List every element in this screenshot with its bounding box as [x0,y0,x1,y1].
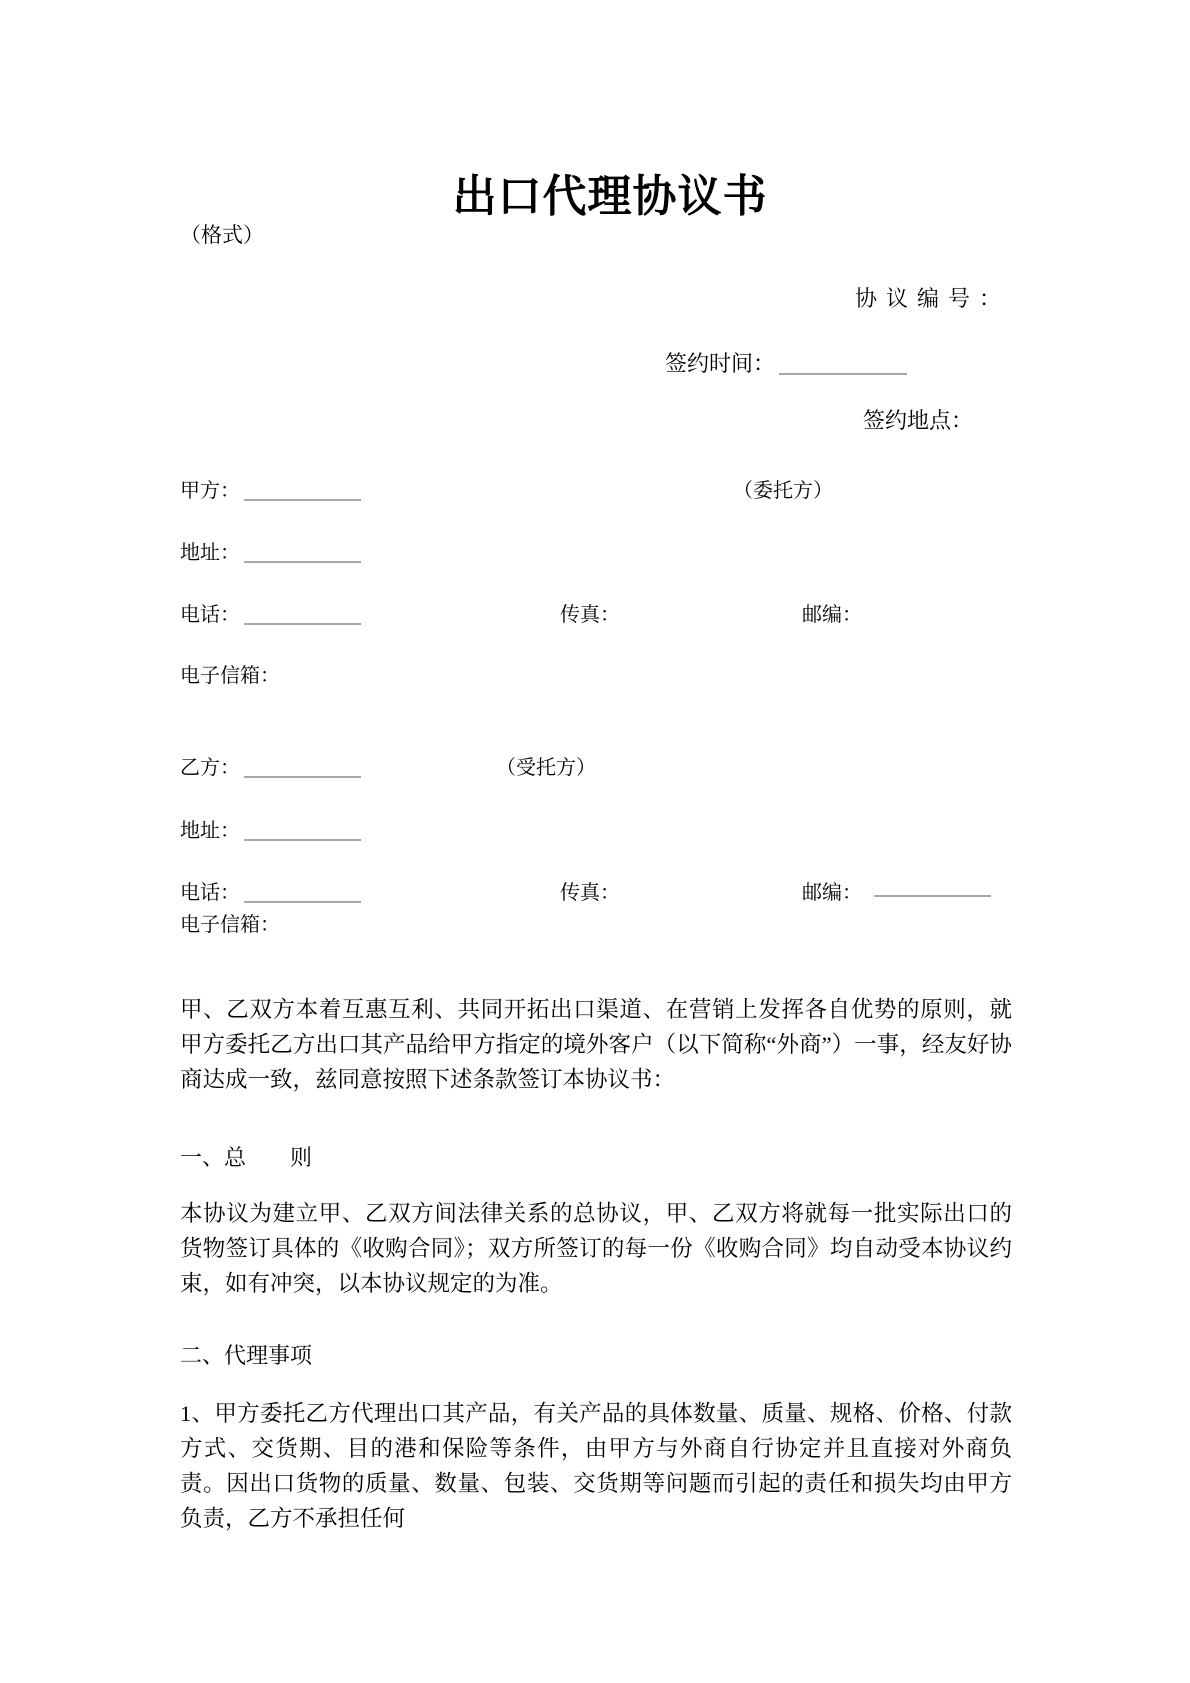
agreement-number-line [180,282,1010,313]
sign-date-blank [779,355,907,375]
party-a-phone-label: 电话： [180,604,240,626]
party-a-role-note: （委托方） [733,480,833,502]
section-2-body: 1、甲方委托乙方代理出口其产品，有关产品的具体数量、质量、规格、价格、付款方式、交货期、目的港和保险等条件，由甲方与外商自行协定并且直接对外商负责。因出口货物的质量、数量、包装、交货期等问题而引起的责任和损失均由甲方负责，乙方不承担任何 [180,1401,1012,1531]
party-b-phone-row [180,876,1010,904]
party-b-name-label: 乙方： [180,757,240,779]
party-a-address-label: 地址： [180,542,240,564]
party-b-zip-label: 邮编： [802,882,862,904]
party-b-role-note: （受托方） [496,757,596,779]
section-1-heading: 一、总 则 [180,1145,313,1170]
sign-date-label: 签约时间： [665,351,776,376]
party-b-phone-blank [244,883,361,903]
party-a-zip-label: 邮编： [802,604,862,626]
document-title: 出口代理协议书 [452,172,768,221]
party-a-phone-blank [244,605,361,625]
section-2-heading: 二、代理事项 [180,1343,313,1368]
preamble-paragraph: 甲、乙双方本着互惠互利、共同开拓出口渠道、在营销上发挥各自优势的原则，就甲方委托乙方出口其产品给甲方指定的境外客户（以下简称“外商”）一事，经友好协商达成一致，兹同意按照下述条款签订本协议书： [180,997,1012,1092]
party-b-email-row [180,908,1010,936]
party-b-zip-blank [874,877,991,897]
agreement-number-label: 协议编号： [854,286,1010,311]
sign-date-line [665,347,907,378]
party-a-address-blank [244,543,361,563]
party-a-name-row [180,474,1010,502]
party-b-phone-label: 电话： [180,882,240,904]
party-b-address-row [180,814,1010,842]
format-note: （格式） [180,223,264,247]
party-b-name-blank [244,758,361,778]
party-a-fax-label: 传真： [560,604,620,626]
party-b-name-row [180,751,1010,779]
party-a-phone-row [180,598,1010,626]
party-a-email-label: 电子信箱： [180,665,280,687]
sign-place-label: 签约地点： [862,408,973,433]
party-b-email-label: 电子信箱： [180,914,280,936]
party-b-address-label: 地址： [180,820,240,842]
party-b-fax-label: 传真： [560,882,620,904]
party-b-address-blank [244,821,361,841]
party-a-name-label: 甲方： [180,480,240,502]
section-1-body: 本协议为建立甲、乙双方间法律关系的总协议，甲、乙双方将就每一批实际出口的货物签订具体的《收购合同》；双方所签订的每一份《收购合同》均自动受本协议约束，如有冲突，以本协议规定的为准。 [180,1201,1012,1296]
party-a-address-row [180,536,1010,564]
party-a-name-blank [244,481,361,501]
sign-place-line [180,404,973,435]
party-a-email-row [180,659,1010,687]
